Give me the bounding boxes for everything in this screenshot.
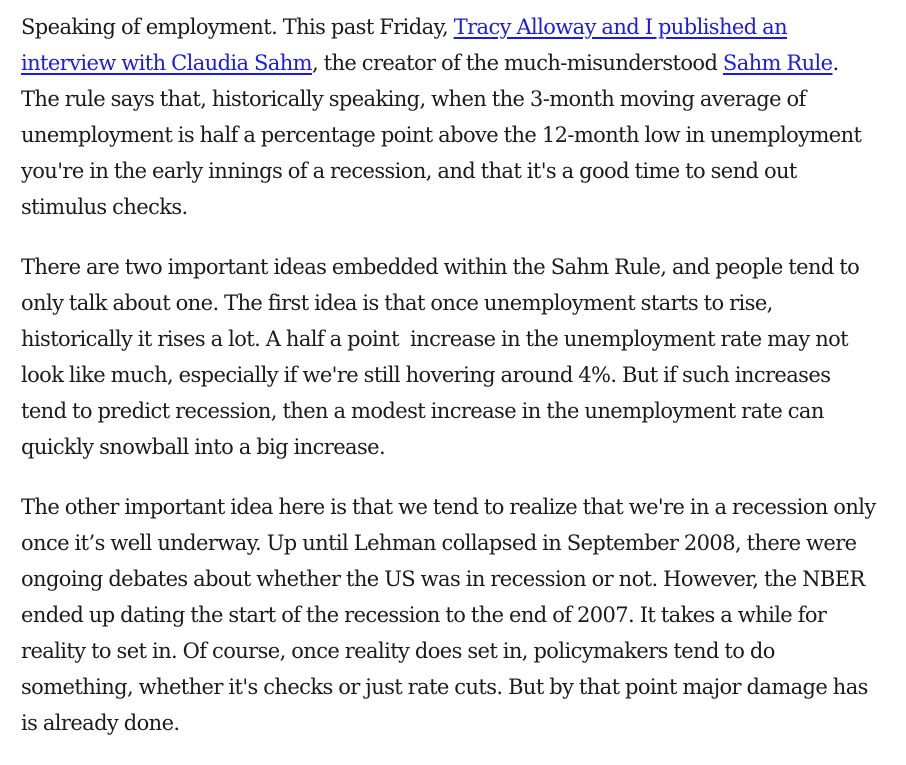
paragraph-1 bbox=[21, 9, 881, 225]
paragraph-1-text-c: . The rule says that, historically speaking, when the 3-month moving average of unemployment is half a percentage point above the 12-month low in unemployment you're in the early innings of a recession, and that it's a good time to send out stimulus checks. bbox=[21, 51, 862, 219]
paragraph-1-text-a: Speaking of employment. This past Friday, bbox=[21, 15, 454, 39]
paragraph-3: The other important idea here is that we tend to realize that we're in a recession only once it’s well underway. Up until Lehman collapsed in September 2008, there were ongoing debates about whether the US was in recession or not. However, the NBER ended up dating the start of the recession to the end of 2007. It takes a while for reality to set in. Of course, once reality does set in, policymakers tend to do something, whether it's checks or just rate cuts. But by that point major damage has is already done. bbox=[21, 495, 876, 735]
paragraph-1-text-b: , the creator of the much-misunderstood bbox=[311, 51, 723, 75]
article-body bbox=[21, 9, 881, 765]
sahm-rule-link[interactable]: Sahm Rule bbox=[722, 51, 833, 75]
interview-link[interactable]: Tracy Alloway and I published an interview with Claudia Sahm bbox=[21, 15, 787, 75]
paragraph-2: There are two important ideas embedded within the Sahm Rule, and people tend to only talk about one. The first idea is that once unemployment starts to rise, historically it rises a lot. A half a point increase in the unemployment rate may not look like much, especially if we're still hovering around 4%. But if such increases tend to predict recession, then a modest increase in the unemployment rate can quickly snowball into a big increase. bbox=[21, 255, 865, 459]
